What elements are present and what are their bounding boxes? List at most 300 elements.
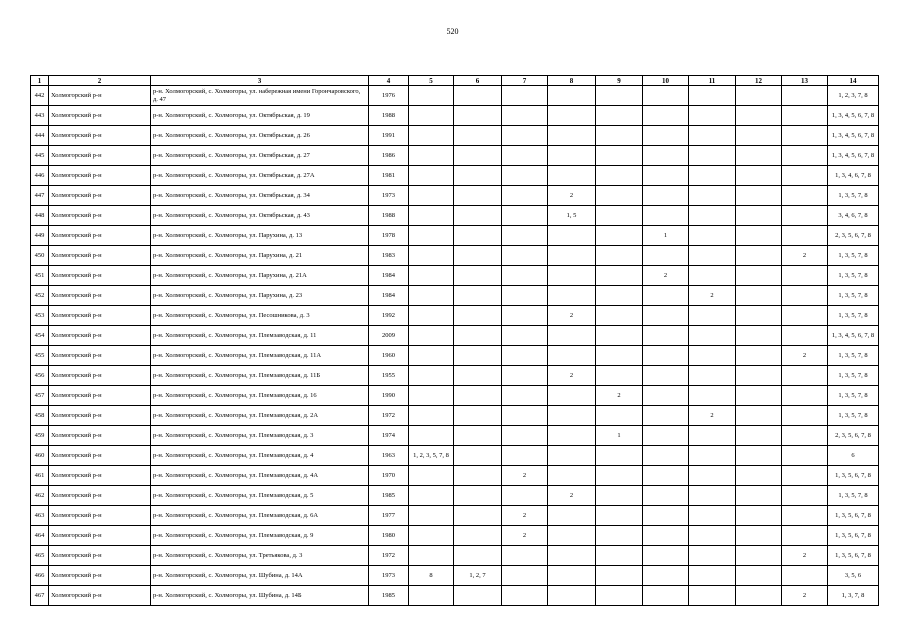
col6-cell [454,426,502,446]
col6-cell [454,586,502,606]
col7-cell [502,386,548,406]
address-cell: р-н. Холмогорский, с. Холмогоры, ул. Парухина, д. 23 [151,286,369,306]
table-row [31,206,879,226]
district-cell: Холмогорский р-н [49,106,151,126]
column-header-4: 4 [369,76,409,86]
district-cell: Холмогорский р-н [49,126,151,146]
year-cell: 1992 [369,306,409,326]
district-cell: Холмогорский р-н [49,146,151,166]
col10-cell: 2 [643,266,689,286]
table-row [31,186,879,206]
col11-cell [689,126,736,146]
col5-cell [409,206,454,226]
col14-cell: 6 [828,446,879,466]
col12-cell [736,226,782,246]
district-cell: Холмогорский р-н [49,546,151,566]
col10-cell [643,366,689,386]
col7-cell [502,306,548,326]
year-cell: 1972 [369,546,409,566]
col11-cell [689,106,736,126]
col13-cell [782,426,828,446]
col8-cell [548,326,596,346]
district-cell: Холмогорский р-н [49,186,151,206]
col11-cell: 2 [689,406,736,426]
col14-cell: 1, 3, 4, 5, 6, 7, 8 [828,126,879,146]
col7-cell [502,106,548,126]
col12-cell [736,366,782,386]
row-number: 442 [31,86,49,106]
col6-cell: 1, 2, 7 [454,566,502,586]
col6-cell [454,366,502,386]
col11-cell [689,466,736,486]
col14-cell: 1, 3, 5, 6, 7, 8 [828,506,879,526]
col5-cell [409,86,454,106]
year-cell: 1985 [369,486,409,506]
table-row [31,246,879,266]
col13-cell [782,226,828,246]
col12-cell [736,246,782,266]
col10-cell [643,126,689,146]
col14-cell: 2, 3, 5, 6, 7, 8 [828,226,879,246]
col9-cell [596,406,643,426]
col13-cell: 2 [782,546,828,566]
address-cell: р-н. Холмогорский, с. Холмогоры, ул. Племзаводская, д. 9 [151,526,369,546]
table-row [31,546,879,566]
col9-cell [596,586,643,606]
col12-cell [736,386,782,406]
table-row [31,166,879,186]
col12-cell [736,146,782,166]
address-cell: р-н. Холмогорский, с. Холмогоры, ул. Октябрьская, д. 19 [151,106,369,126]
year-cell: 1983 [369,246,409,266]
col12-cell [736,186,782,206]
district-cell: Холмогорский р-н [49,266,151,286]
table-row [31,506,879,526]
col5-cell [409,326,454,346]
col7-cell [502,186,548,206]
district-cell: Холмогорский р-н [49,346,151,366]
row-number: 451 [31,266,49,286]
table-row [31,146,879,166]
col11-cell [689,386,736,406]
year-cell: 1986 [369,146,409,166]
col7-cell: 2 [502,526,548,546]
col10-cell [643,386,689,406]
year-cell: 1978 [369,226,409,246]
col14-cell: 1, 3, 4, 5, 6, 7, 8 [828,146,879,166]
col12-cell [736,546,782,566]
col8-cell [548,126,596,146]
col5-cell: 1, 2, 3, 5, 7, 8 [409,446,454,466]
col13-cell [782,286,828,306]
year-cell: 1973 [369,186,409,206]
col13-cell [782,486,828,506]
col10-cell [643,466,689,486]
col5-cell [409,506,454,526]
row-number: 446 [31,166,49,186]
column-header-6: 6 [454,76,502,86]
address-cell: р-н. Холмогорский, с. Холмогоры, ул. Племзаводская, д. 2А [151,406,369,426]
col5-cell [409,306,454,326]
year-cell: 1976 [369,86,409,106]
col9-cell [596,106,643,126]
col14-cell: 3, 4, 6, 7, 8 [828,206,879,226]
col8-cell [548,566,596,586]
year-cell: 1984 [369,266,409,286]
col10-cell [643,406,689,426]
col6-cell [454,246,502,266]
district-cell: Холмогорский р-н [49,226,151,246]
col10-cell [643,146,689,166]
col9-cell [596,546,643,566]
col6-cell [454,266,502,286]
col12-cell [736,426,782,446]
col13-cell [782,326,828,346]
col8-cell [548,166,596,186]
district-cell: Холмогорский р-н [49,306,151,326]
col7-cell [502,486,548,506]
col8-cell [548,406,596,426]
col8-cell [548,446,596,466]
col12-cell [736,406,782,426]
district-cell: Холмогорский р-н [49,86,151,106]
year-cell: 1985 [369,586,409,606]
col7-cell [502,246,548,266]
col12-cell [736,166,782,186]
col9-cell [596,446,643,466]
district-cell: Холмогорский р-н [49,326,151,346]
row-number: 449 [31,226,49,246]
year-cell: 1974 [369,426,409,446]
col5-cell [409,426,454,446]
col10-cell [643,346,689,366]
address-cell: р-н. Холмогорский, с. Холмогоры, ул. набережная имени Горончаровского, д. 47 [151,86,369,106]
address-cell: р-н. Холмогорский, с. Холмогоры, ул. Песошникова, д. 3 [151,306,369,326]
col7-cell [502,166,548,186]
col13-cell [782,506,828,526]
table-row [31,346,879,366]
address-cell: р-н. Холмогорский, с. Холмогоры, ул. Племзаводская, д. 4А [151,466,369,486]
year-cell: 1973 [369,566,409,586]
col11-cell [689,526,736,546]
col11-cell [689,146,736,166]
district-cell: Холмогорский р-н [49,286,151,306]
address-cell: р-н. Холмогорский, с. Холмогоры, ул. Шубина, д. 14А [151,566,369,586]
col9-cell [596,126,643,146]
col13-cell [782,146,828,166]
col10-cell [643,506,689,526]
col13-cell [782,566,828,586]
col13-cell [782,106,828,126]
col6-cell [454,86,502,106]
page-number: 520 [446,27,459,36]
col14-cell: 1, 3, 5, 7, 8 [828,186,879,206]
col8-cell [548,526,596,546]
column-header-8: 8 [548,76,596,86]
col11-cell [689,366,736,386]
col14-cell: 1, 3, 5, 7, 8 [828,306,879,326]
address-cell: р-н. Холмогорский, с. Холмогоры, ул. Племзаводская, д. 4 [151,446,369,466]
col8-cell [548,146,596,166]
year-cell: 1981 [369,166,409,186]
district-cell: Холмогорский р-н [49,586,151,606]
col10-cell [643,166,689,186]
col9-cell [596,566,643,586]
col7-cell [502,566,548,586]
col5-cell [409,466,454,486]
col6-cell [454,306,502,326]
col14-cell: 1, 3, 5, 7, 8 [828,266,879,286]
col13-cell [782,206,828,226]
col6-cell [454,226,502,246]
col5-cell: 8 [409,566,454,586]
header-row [31,76,879,86]
col11-cell [689,186,736,206]
table-body [31,86,879,606]
col8-cell [548,286,596,306]
col6-cell [454,546,502,566]
col6-cell [454,126,502,146]
col13-cell [782,186,828,206]
table-row [31,586,879,606]
col5-cell [409,586,454,606]
col5-cell [409,166,454,186]
col5-cell [409,266,454,286]
column-header-11: 11 [689,76,736,86]
col5-cell [409,146,454,166]
col6-cell [454,206,502,226]
col12-cell [736,586,782,606]
col6-cell [454,406,502,426]
col5-cell [409,126,454,146]
district-cell: Холмогорский р-н [49,446,151,466]
col9-cell [596,366,643,386]
row-number: 463 [31,506,49,526]
col6-cell [454,326,502,346]
address-cell: р-н. Холмогорский, с. Холмогоры, ул. Октябрьская, д. 26 [151,126,369,146]
col12-cell [736,326,782,346]
table-row [31,386,879,406]
col9-cell [596,506,643,526]
table-row [31,106,879,126]
col5-cell [409,346,454,366]
table-row [31,486,879,506]
col10-cell [643,566,689,586]
col6-cell [454,186,502,206]
col14-cell: 1, 3, 4, 5, 6, 7, 8 [828,106,879,126]
district-cell: Холмогорский р-н [49,566,151,586]
address-cell: р-н. Холмогорский, с. Холмогоры, ул. Парухина, д. 21 [151,246,369,266]
col13-cell [782,266,828,286]
col7-cell: 2 [502,506,548,526]
col12-cell [736,486,782,506]
year-cell: 1991 [369,126,409,146]
row-number: 455 [31,346,49,366]
col8-cell [548,586,596,606]
col7-cell [502,586,548,606]
col12-cell [736,206,782,226]
col14-cell: 1, 3, 7, 8 [828,586,879,606]
row-number: 462 [31,486,49,506]
col9-cell: 1 [596,426,643,446]
year-cell: 1963 [369,446,409,466]
col9-cell [596,266,643,286]
column-header-3: 3 [151,76,369,86]
table-row [31,126,879,146]
col8-cell [548,266,596,286]
col14-cell: 1, 3, 5, 7, 8 [828,286,879,306]
col10-cell [643,246,689,266]
row-number: 456 [31,366,49,386]
year-cell: 1988 [369,106,409,126]
col11-cell [689,86,736,106]
address-cell: р-н. Холмогорский, с. Холмогоры, ул. Племзаводская, д. 11А [151,346,369,366]
col14-cell: 1, 3, 4, 6, 7, 8 [828,166,879,186]
district-cell: Холмогорский р-н [49,506,151,526]
col6-cell [454,466,502,486]
col14-cell: 1, 3, 5, 7, 8 [828,366,879,386]
col8-cell [548,346,596,366]
col11-cell [689,206,736,226]
table-row [31,446,879,466]
col14-cell: 1, 3, 5, 6, 7, 8 [828,546,879,566]
col13-cell [782,446,828,466]
column-header-1: 1 [31,76,49,86]
col8-cell: 1, 5 [548,206,596,226]
col10-cell [643,286,689,306]
row-number: 457 [31,386,49,406]
col9-cell: 2 [596,386,643,406]
row-number: 445 [31,146,49,166]
col13-cell [782,306,828,326]
col8-cell [548,546,596,566]
col7-cell [502,426,548,446]
col13-cell [782,386,828,406]
col10-cell [643,206,689,226]
col8-cell [548,466,596,486]
table-row [31,306,879,326]
col13-cell [782,86,828,106]
col6-cell [454,106,502,126]
year-cell: 1980 [369,526,409,546]
col7-cell [502,366,548,386]
col11-cell: 2 [689,286,736,306]
row-number: 444 [31,126,49,146]
col8-cell: 2 [548,486,596,506]
col5-cell [409,246,454,266]
address-cell: р-н. Холмогорский, с. Холмогоры, ул. Племзаводская, д. 11 [151,326,369,346]
col11-cell [689,586,736,606]
col6-cell [454,286,502,306]
col12-cell [736,506,782,526]
district-cell: Холмогорский р-н [49,526,151,546]
year-cell: 1955 [369,366,409,386]
col11-cell [689,426,736,446]
table-row [31,466,879,486]
col14-cell: 1, 3, 5, 7, 8 [828,486,879,506]
address-cell: р-н. Холмогорский, с. Холмогоры, ул. Октябрьская, д. 34 [151,186,369,206]
address-cell: р-н. Холмогорский, с. Холмогоры, ул. Племзаводская, д. 3 [151,426,369,446]
col11-cell [689,546,736,566]
row-number: 465 [31,546,49,566]
col10-cell [643,186,689,206]
col8-cell: 2 [548,186,596,206]
col6-cell [454,526,502,546]
column-header-5: 5 [409,76,454,86]
row-number: 447 [31,186,49,206]
year-cell: 1988 [369,206,409,226]
col9-cell [596,306,643,326]
col9-cell [596,226,643,246]
col8-cell [548,106,596,126]
col12-cell [736,446,782,466]
col13-cell: 2 [782,586,828,606]
table-row [31,366,879,386]
col14-cell: 1, 3, 5, 6, 7, 8 [828,526,879,546]
col13-cell [782,366,828,386]
table-row [31,86,879,106]
address-cell: р-н. Холмогорский, с. Холмогоры, ул. Племзаводская, д. 11Б [151,366,369,386]
col12-cell [736,466,782,486]
year-cell: 1972 [369,406,409,426]
column-header-7: 7 [502,76,548,86]
col5-cell [409,366,454,386]
district-cell: Холмогорский р-н [49,366,151,386]
row-number: 454 [31,326,49,346]
column-header-9: 9 [596,76,643,86]
address-cell: р-н. Холмогорский, с. Холмогоры, ул. Октябрьская, д. 27 [151,146,369,166]
col9-cell [596,186,643,206]
col11-cell [689,326,736,346]
col7-cell [502,346,548,366]
col12-cell [736,106,782,126]
col10-cell [643,106,689,126]
col11-cell [689,306,736,326]
col14-cell: 1, 2, 3, 7, 8 [828,86,879,106]
col9-cell [596,166,643,186]
col6-cell [454,386,502,406]
address-cell: р-н. Холмогорский, с. Холмогоры, ул. Парухина, д. 21А [151,266,369,286]
row-number: 452 [31,286,49,306]
col14-cell: 2, 3, 5, 6, 7, 8 [828,426,879,446]
col8-cell [548,226,596,246]
col10-cell [643,486,689,506]
year-cell: 1990 [369,386,409,406]
row-number: 460 [31,446,49,466]
col9-cell [596,206,643,226]
column-header-12: 12 [736,76,782,86]
col8-cell: 2 [548,366,596,386]
col10-cell [643,526,689,546]
col9-cell [596,86,643,106]
col11-cell [689,266,736,286]
column-header-13: 13 [782,76,828,86]
col10-cell [643,586,689,606]
col7-cell [502,146,548,166]
col8-cell [548,386,596,406]
col12-cell [736,126,782,146]
column-header-14: 14 [828,76,879,86]
address-cell: р-н. Холмогорский, с. Холмогоры, ул. Парухина, д. 13 [151,226,369,246]
col5-cell [409,546,454,566]
col14-cell: 1, 3, 5, 7, 8 [828,406,879,426]
col12-cell [736,306,782,326]
table-row [31,286,879,306]
address-cell: р-н. Холмогорский, с. Холмогоры, ул. Племзаводская, д. 6А [151,506,369,526]
col11-cell [689,446,736,466]
row-number: 458 [31,406,49,426]
col14-cell: 1, 3, 5, 7, 8 [828,386,879,406]
